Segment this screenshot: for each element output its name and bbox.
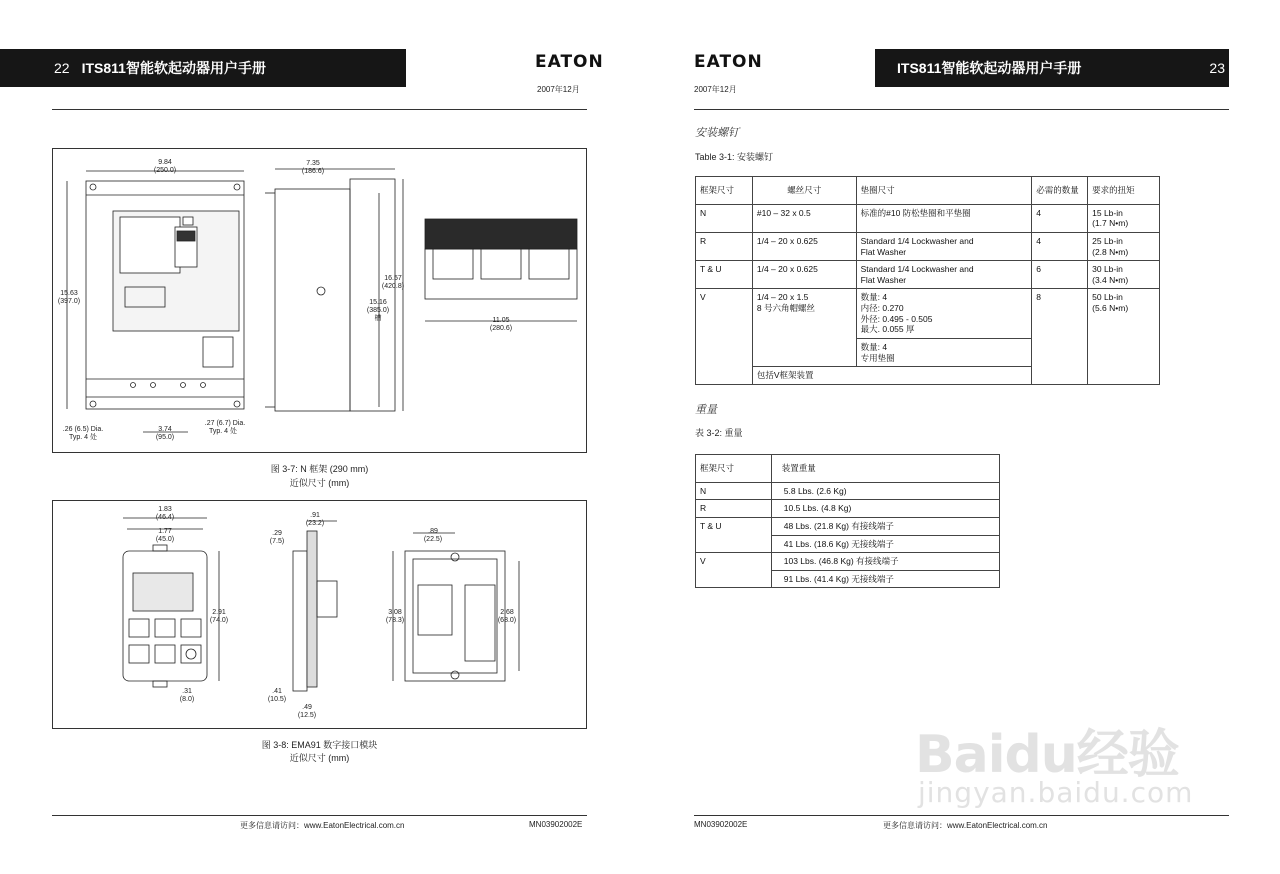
dim-side-h-mm: (420.8) <box>381 283 405 290</box>
table-3-2 <box>695 454 1000 588</box>
dim-side-h: 16.57 <box>384 275 402 282</box>
table-header-row <box>696 177 1160 205</box>
dim-w1: 1.83 <box>158 506 172 513</box>
washer-line: 数量: 4 <box>860 341 888 352</box>
dim-r3: 2.68 <box>500 609 514 616</box>
watermark-url: jingyan.baidu.com <box>918 776 1194 809</box>
th-qty: 必需的数量 <box>1032 177 1088 205</box>
dim-b1: .31 <box>182 688 192 695</box>
cell-screw: 1/4 – 20 x 0.625 <box>752 261 856 289</box>
cell-note: 包括V框架装置 <box>752 367 1031 385</box>
dim-w-top: 9.84 <box>158 159 172 166</box>
table-row <box>696 553 1000 571</box>
cell-qty: 4 <box>1032 204 1088 232</box>
section-title-mounting-screws: 安装螺钉 <box>695 127 739 139</box>
left-page-date: 2007年12月 <box>537 85 580 94</box>
dim-s2-mm: (7.5) <box>269 538 285 545</box>
right-header-rule <box>694 109 1229 110</box>
cell-screw: 1/4 – 20 x 0.625 <box>752 232 856 260</box>
dim-r1: .89 <box>428 528 438 535</box>
dim-h-left-mm: (397.0) <box>57 298 81 305</box>
left-page-header-bar <box>0 49 406 87</box>
dim-bottom-w: 3.74 <box>158 426 172 433</box>
table-row <box>696 232 1160 260</box>
dim-s4-mm: (12.5) <box>297 712 317 719</box>
eaton-logo-left: EATON <box>535 52 604 72</box>
table-row <box>696 482 1000 500</box>
table-row <box>696 500 1000 518</box>
dim-hole-left-typ: Typ. 4 处 <box>68 434 98 441</box>
dim-side-h2-note: 槽 <box>374 315 382 322</box>
dim-bottom-view-w-mm: (280.6) <box>489 325 513 332</box>
right-footer-rule <box>694 815 1229 816</box>
torque-value: 30 Lb-in <box>1092 264 1123 275</box>
dim-hole-left: .26 (6.5) Dia. <box>62 426 104 433</box>
cell-frame: V <box>696 553 772 588</box>
table-row <box>696 289 1160 339</box>
dim-s3: .41 <box>272 688 282 695</box>
washer-line: Standard 1/4 Lockwasher and <box>860 264 974 275</box>
dim-hole-right: .27 (6.7) Dia. <box>204 420 246 427</box>
figure-3-8-caption-1: 图 3-8: EMA91 数字接口模块 <box>261 740 378 750</box>
torque-value: 50 Lb-in <box>1092 292 1123 303</box>
cell-torque <box>1088 261 1160 289</box>
table-row <box>696 517 1000 535</box>
figure-3-7-caption-2: 近似尺寸 (mm) <box>289 478 350 488</box>
table-3-2-label: 表 3-2: 重量 <box>695 428 743 438</box>
cell-screw <box>752 289 856 367</box>
dim-b1-mm: (8.0) <box>179 696 195 703</box>
cell-torque <box>1088 204 1160 232</box>
dim-s3-mm: (10.5) <box>267 696 287 703</box>
cell-weight: 48 Lbs. (21.8 Kg) 有接线端子 <box>771 517 999 535</box>
cell-weight: 5.8 Lbs. (2.6 Kg) <box>771 482 999 500</box>
figure-3-7-caption-1: 图 3-7: N 框架 (290 mm) <box>270 464 369 474</box>
table-row <box>696 261 1160 289</box>
right-footer-text: 更多信息请访问：www.EatonElectrical.com.cn <box>883 821 1048 830</box>
washer-line: 外径: 0.495 - 0.505 <box>860 313 933 324</box>
th-weight: 装置重量 <box>771 455 999 483</box>
screw-line: 8 号六角帽螺丝 <box>756 303 815 313</box>
screw-line: 1/4 – 20 x 1.5 <box>756 292 809 303</box>
cell-torque <box>1088 289 1160 384</box>
cell-frame: N <box>696 204 753 232</box>
cell-weight: 91 Lbs. (41.4 Kg) 无接线端子 <box>771 570 999 588</box>
right-page-number: 23 <box>1209 60 1225 76</box>
washer-line: 专用垫圈 <box>860 352 895 363</box>
cell-frame: T & U <box>696 261 753 289</box>
dim-w1-mm: (46.4) <box>155 514 175 521</box>
dim-s1-mm: (23.2) <box>305 520 325 527</box>
left-page-title: ITS811智能软起动器用户手册 <box>81 60 266 76</box>
cell-washer <box>856 289 1032 339</box>
torque-value: 25 Lb-in <box>1092 235 1123 246</box>
washer-line: 内径: 0.270 <box>860 303 904 313</box>
cell-frame: V <box>696 289 753 384</box>
dim-r2-mm: (78.3) <box>385 617 405 624</box>
cell-qty: 6 <box>1032 261 1088 289</box>
dim-w-top-mm: (250.0) <box>153 167 177 174</box>
cell-weight: 103 Lbs. (46.8 Kg) 有接线端子 <box>771 553 999 571</box>
figure-3-8-box <box>52 500 587 729</box>
cell-screw: #10 – 32 x 0.5 <box>752 204 856 232</box>
cell-torque <box>1088 232 1160 260</box>
cell-frame: R <box>696 500 772 518</box>
dim-side-h2: 15.16 <box>369 299 387 306</box>
cell-washer <box>856 261 1032 289</box>
figure-3-7-drawing <box>53 149 586 452</box>
dim-s2: .29 <box>272 530 282 537</box>
th-screw: 螺丝尺寸 <box>752 177 856 205</box>
left-page-number: 22 <box>54 60 70 76</box>
left-header-rule <box>52 109 587 110</box>
eaton-logo-right: EATON <box>694 52 763 72</box>
right-page-date: 2007年12月 <box>694 85 737 94</box>
cell-frame: T & U <box>696 517 772 552</box>
left-footer-text: 更多信息请访问：www.EatonElectrical.com.cn <box>240 821 405 830</box>
dim-w2-mm: (45.0) <box>155 536 175 543</box>
torque-metric: (1.7 N•m) <box>1092 218 1129 229</box>
dim-bottom-view-w: 11.05 <box>492 317 510 324</box>
figure-3-8-caption-2: 近似尺寸 (mm) <box>289 753 350 763</box>
th-washer: 垫圈尺寸 <box>856 177 1032 205</box>
right-page-header-bar <box>875 49 1229 87</box>
section-title-weight: 重量 <box>695 404 717 416</box>
watermark-logo: Baidu经验 <box>915 725 1179 785</box>
torque-metric: (3.4 N•m) <box>1092 274 1129 285</box>
washer-line: 最大. 0.055 厚 <box>860 324 915 335</box>
cell-washer: 标准的#10 防松垫圈和平垫圈 <box>856 204 1032 232</box>
table-3-1 <box>695 176 1160 385</box>
dim-hole-right-typ: Typ. 4 处 <box>208 428 238 435</box>
cell-qty: 8 <box>1032 289 1088 384</box>
cell-qty: 4 <box>1032 232 1088 260</box>
dim-h1-mm: (74.0) <box>209 617 229 624</box>
dim-r1-mm: (22.5) <box>423 536 443 543</box>
th-frame: 框架尺寸 <box>696 455 772 483</box>
figure-3-7-box <box>52 148 587 453</box>
cell-weight: 10.5 Lbs. (4.8 Kg) <box>771 500 999 518</box>
dim-r2: 3.08 <box>388 609 402 616</box>
cell-washer <box>856 232 1032 260</box>
left-footer-code: MN03902002E <box>529 820 583 829</box>
right-page-title: ITS811智能软起动器用户手册 <box>897 60 1082 76</box>
torque-value: 15 Lb-in <box>1092 207 1123 218</box>
dim-w2: 1.77 <box>158 528 172 535</box>
dim-side-h2-mm: (385.0) <box>366 307 390 314</box>
right-footer-code: MN03902002E <box>694 820 748 829</box>
torque-metric: (2.8 N•m) <box>1092 246 1129 257</box>
dim-side-w: 7.35 <box>306 160 320 167</box>
th-frame: 框架尺寸 <box>696 177 753 205</box>
washer-line: Flat Washer <box>860 274 907 285</box>
figure-3-8-drawing <box>53 501 586 728</box>
cell-frame: N <box>696 482 772 500</box>
washer-line: Flat Washer <box>860 246 907 257</box>
cell-washer <box>856 338 1032 366</box>
th-torque: 要求的扭矩 <box>1088 177 1160 205</box>
cell-weight: 41 Lbs. (18.6 Kg) 无接线端子 <box>771 535 999 553</box>
left-footer-rule <box>52 815 587 816</box>
table-header-row <box>696 455 1000 483</box>
dim-r3-mm: (68.0) <box>497 617 517 624</box>
dim-h-left: 15.63 <box>60 290 78 297</box>
washer-line: Standard 1/4 Lockwasher and <box>860 235 974 246</box>
table-row <box>696 204 1160 232</box>
cell-frame: R <box>696 232 753 260</box>
dim-s4: .49 <box>302 704 312 711</box>
table-3-1-label: Table 3-1: 安装螺钉 <box>695 152 774 162</box>
dim-side-w-mm: (186.6) <box>301 168 325 175</box>
dim-h1: 2.91 <box>212 609 226 616</box>
dim-bottom-w-mm: (95.0) <box>155 434 175 441</box>
torque-metric: (5.6 N•m) <box>1092 303 1129 313</box>
washer-line: 数量: 4 <box>860 292 888 303</box>
dim-s1: .91 <box>310 512 320 519</box>
